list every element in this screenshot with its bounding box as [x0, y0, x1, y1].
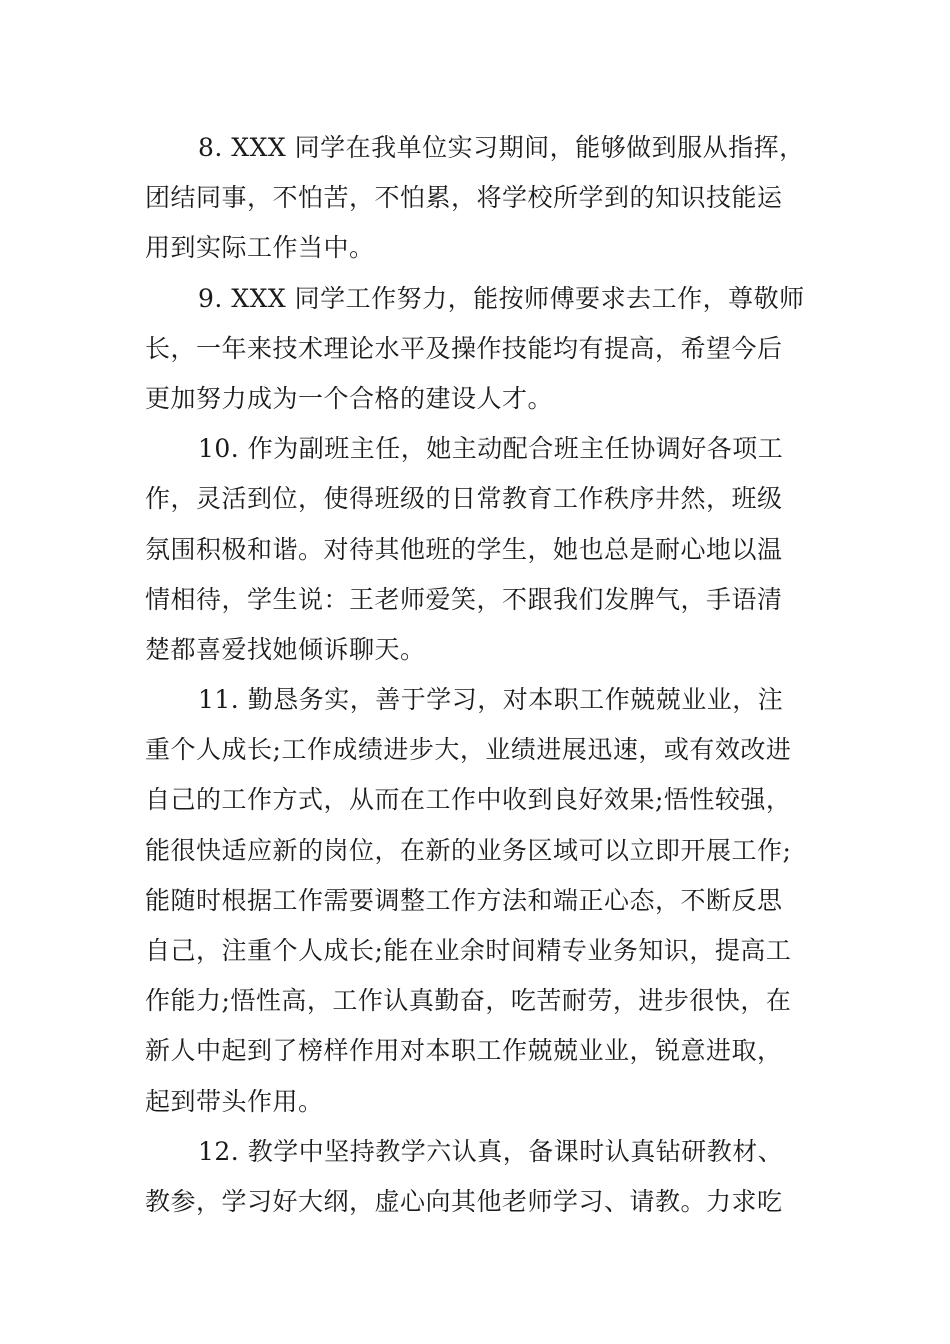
- text-line: 作，灵活到位，使得班级的日常教育工作秩序井然，班级: [145, 484, 783, 514]
- text-line: 9. XXX 同学工作努力，能按师傅要求去工作，尊敬师: [198, 283, 805, 313]
- text-line: 教参，学习好大纲，虚心向其他老师学习、请教。力求吃: [145, 1186, 783, 1216]
- paragraph-8: [145, 123, 805, 274]
- text-line: 重个人成长;工作成绩进步大，业绩进展迅速，或有效改进: [145, 735, 792, 765]
- text-line: 氛围积极和谐。对待其他班的学生，她也总是耐心地以温: [145, 534, 783, 564]
- text-line: 团结同事，不怕苦，不怕累，将学校所学到的知识技能运: [145, 183, 783, 213]
- text-line: 8. XXX 同学在我单位实习期间，能够做到服从指挥，: [198, 133, 805, 162]
- text-line: 作能力;悟性高，工作认真勤奋，吃苦耐劳，进步很快，在: [145, 986, 792, 1016]
- paragraph-11: [145, 675, 805, 1127]
- paragraph-9: [145, 274, 805, 425]
- text-line: 起到带头作用。: [145, 1086, 324, 1116]
- text-line: 情相待，学生说：王老师爱笑，不跟我们发脾气，手语清: [145, 584, 783, 614]
- paragraph-12: [145, 1127, 805, 1227]
- paragraph-10: [145, 424, 805, 675]
- text-line: 长，一年来技术理论水平及操作技能均有提高，希望今后: [145, 333, 783, 363]
- text-line: 能很快适应新的岗位，在新的业务区域可以立即开展工作;: [145, 835, 792, 865]
- text-line: 新人中起到了榜样作用对本职工作兢兢业业，锐意进取，: [145, 1036, 783, 1066]
- text-line: 自己，注重个人成长;能在业余时间精专业务知识，提高工: [145, 936, 792, 965]
- text-line: 12. 教学中坚持教学六认真，备课时认真钻研教材、: [198, 1136, 784, 1166]
- text-line: 自己的工作方式，从而在工作中收到良好效果;悟性较强，: [145, 785, 792, 815]
- text-line: 11. 勤恳务实，善于学习，对本职工作兢兢业业，注: [198, 685, 784, 715]
- text-line: 楚都喜爱找她倾诉聊天。: [145, 634, 426, 664]
- text-line: 10. 作为副班主任，她主动配合班主任协调好各项工: [198, 434, 784, 464]
- text-line: 用到实际工作当中。: [145, 233, 375, 263]
- text-line: 更加努力成为一个合格的建设人才。: [145, 383, 554, 413]
- document-body: [145, 123, 805, 1227]
- text-line: 能随时根据工作需要调整工作方法和端正心态，不断反思: [145, 885, 783, 915]
